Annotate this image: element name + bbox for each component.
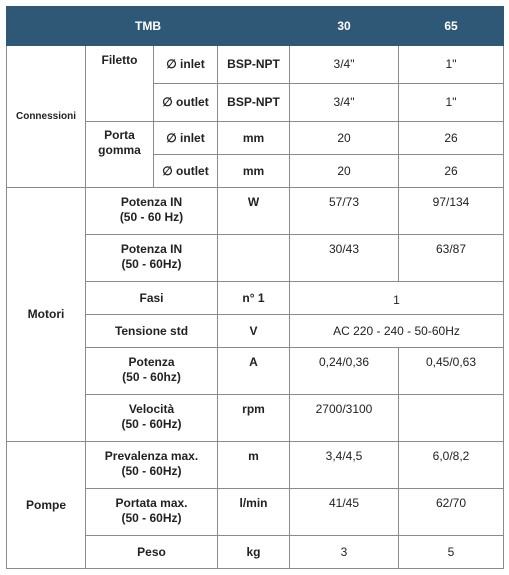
unit-cell: V [218,315,290,348]
table-row [7,442,504,489]
inlet-label: ∅ inlet [154,46,218,84]
row-label: Fasi [86,282,218,315]
label-text: Prevalenza max. [104,449,199,463]
value-30: 20 [290,122,399,155]
value-65: 97/134 [399,188,504,235]
label-text: Potenza IN [120,195,183,209]
row-label [86,188,218,235]
unit-cell: m [218,442,290,489]
label-text: Portata max. [115,496,188,510]
label-sub: (50 - 60Hz) [121,257,182,271]
unit-cell: l/min [218,489,290,536]
unit-cell: A [218,348,290,395]
inlet-label: ∅ inlet [154,122,218,155]
value-30: 3 [290,536,399,569]
header-col-65: 65 [399,7,504,46]
value-65: 1" [399,46,504,84]
label-sub: (50 - 60Hz) [121,464,182,478]
value-30: 2700/3100 [290,395,399,442]
label-text: Potenza IN [120,242,183,256]
outlet-label: ∅ outlet [154,155,218,188]
value-30: 0,24/0,36 [290,348,399,395]
value-30: 3/4" [290,46,399,84]
value-65: 26 [399,155,504,188]
row-label [86,442,218,489]
row-label: Tensione std [86,315,218,348]
label-text: Potenza [128,355,175,369]
header-row [7,7,504,46]
group-motori: Motori [7,188,86,442]
value-30: 3,4/4,5 [290,442,399,489]
label-sub: (50 - 60hz) [122,370,181,384]
value-65: 63/87 [399,235,504,282]
filetto-label: Filetto [86,46,154,122]
row-label [86,235,218,282]
outlet-label: ∅ outlet [154,84,218,122]
value-30: 41/45 [290,489,399,536]
group-pompe: Pompe [7,442,86,569]
value-65: 5 [399,536,504,569]
value-65: 0,45/0,63 [399,348,504,395]
porta-gomma-label: Porta gomma [86,122,154,188]
unit-cell: n° 1 [218,282,290,315]
row-label [86,348,218,395]
unit-cell: BSP-NPT [218,46,290,84]
unit-cell [218,235,290,282]
unit-cell: BSP-NPT [218,84,290,122]
value-65: 1" [399,84,504,122]
label-sub: (50 - 60 Hz) [119,210,184,224]
label-text: Velocità [128,402,175,416]
value-30: 30/43 [290,235,399,282]
group-connessioni: Connessioni [7,46,86,188]
label-sub: (50 - 60Hz) [121,417,182,431]
value-65: 26 [399,122,504,155]
table-row [7,46,504,84]
value-65 [399,395,504,442]
unit-cell: mm [218,155,290,188]
spec-table [6,6,504,569]
unit-cell: rpm [218,395,290,442]
header-title: TMB [7,7,290,46]
value-65: 6,0/8,2 [399,442,504,489]
row-label [86,395,218,442]
value-merged: AC 220 - 240 - 50-60Hz [290,315,504,348]
value-30: 3/4" [290,84,399,122]
table-row [7,188,504,235]
value-30: 20 [290,155,399,188]
row-label [86,489,218,536]
value-65: 62/70 [399,489,504,536]
label-sub: (50 - 60Hz) [121,511,182,525]
value-merged: 1 [290,282,504,315]
row-label: Peso [86,536,218,569]
unit-cell: kg [218,536,290,569]
header-col-30: 30 [290,7,399,46]
unit-cell: mm [218,122,290,155]
value-30: 57/73 [290,188,399,235]
unit-cell: W [218,188,290,235]
